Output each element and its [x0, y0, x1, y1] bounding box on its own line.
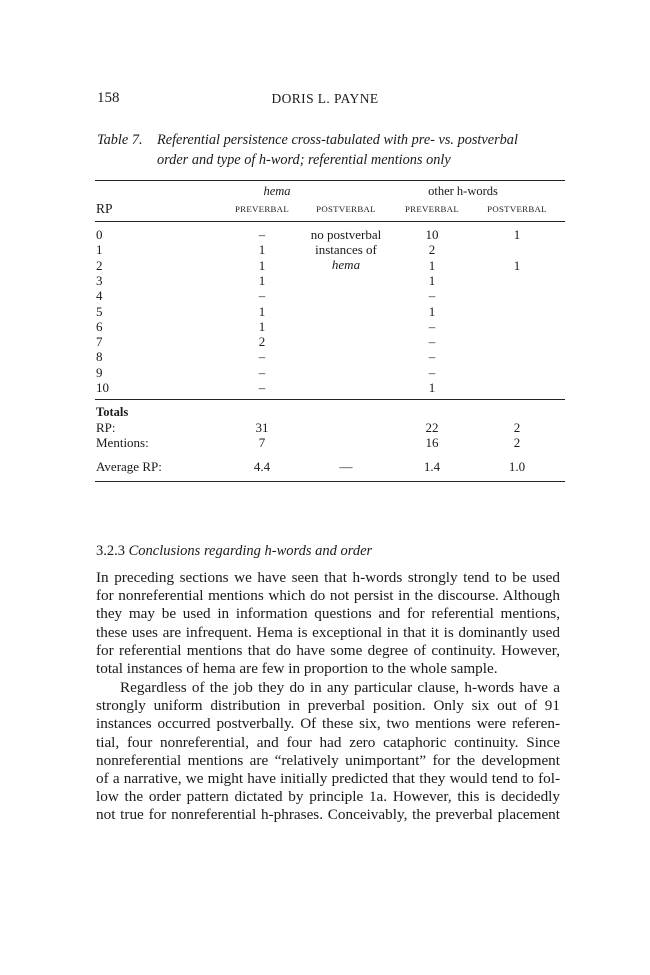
row-other-preverbal: – [428, 288, 436, 304]
row-other-preverbal: 10 [425, 227, 439, 242]
row-other-postverbal [497, 349, 537, 364]
row-other-preverbal: – [428, 364, 436, 380]
text-line: Regardless of the job they do in any particular clause, h-words have a [120, 679, 560, 696]
subheader-other-pre: PREVERBAL [404, 204, 460, 214]
text-line: instances occurred postverbally. Of these six, two mentions were referen- [96, 715, 560, 733]
totals-mentions-hema-pre: 7 [258, 435, 266, 450]
section-heading [96, 543, 372, 560]
average-rp-label: Average RP: [96, 459, 162, 474]
row-other-postverbal [497, 273, 537, 288]
row-other-preverbal: – [428, 334, 436, 350]
text-line: these uses are infrequent. Hema is exceptional in that it is dominantly used [96, 623, 560, 641]
average-rp-other-post: 1.0 [508, 459, 526, 474]
totals-rp-other-pre: 22 [425, 420, 439, 435]
row-hema-preverbal: 1 [258, 318, 266, 334]
row-other-preverbal: 2 [428, 242, 436, 258]
row-hema-preverbal: 2 [258, 334, 266, 350]
row-other-postverbal: 1 [513, 227, 521, 242]
subheader-hema-pre: PREVERBAL [234, 204, 290, 214]
table-totals-rule [95, 399, 565, 400]
postverbal-note-1: no postverbal [310, 227, 382, 242]
group-header-hema: hema [263, 184, 291, 198]
text-line: not true for nonreferential h-phrases. Conceivably, the preverbal placement [96, 806, 560, 824]
row-rp: 2 [96, 257, 103, 273]
row-other-preverbal: 1 [428, 380, 436, 395]
page-number: 158 [97, 90, 120, 106]
paragraph-1 [96, 569, 560, 678]
group-header-other: other h-words [428, 184, 498, 198]
table-top-rule [95, 180, 565, 181]
text-line: tial, four nonreferential, and four had zero cataphoric continuity. Since [96, 733, 560, 751]
caption-line-1: Referential persistence cross-tabulated with pre- vs. postverbal [157, 132, 518, 148]
row-other-preverbal: – [428, 349, 436, 365]
text-line: strongly uniform distribution in preverbal position. Only six out of 91 [96, 697, 560, 715]
postverbal-note-2: instances of [315, 242, 377, 257]
row-hema-preverbal: – [258, 288, 266, 304]
postverbal-note-3: hema [331, 257, 361, 272]
row-rp: 6 [96, 318, 103, 334]
row-rp: 9 [96, 364, 103, 380]
row-other-preverbal: – [428, 318, 436, 334]
row-other-postverbal [497, 242, 537, 257]
row-hema-preverbal: 1 [258, 257, 266, 273]
row-other-postverbal [497, 304, 537, 319]
running-head: DORIS L. PAYNE [271, 91, 379, 106]
section-title: Conclusions regarding h-words and order [128, 543, 373, 559]
subheader-hema-post: POSTVERBAL [316, 204, 376, 214]
table-caption [97, 130, 567, 170]
row-rp: 3 [96, 272, 103, 288]
row-rp: 8 [96, 349, 103, 365]
totals-rp-other-post: 2 [513, 420, 521, 435]
text-line: for nonreferential mentions which do not persist in the discourse. Although [96, 587, 560, 605]
row-other-postverbal [497, 380, 537, 395]
row-hema-preverbal: 1 [258, 272, 266, 288]
subheader-other-post: POSTVERBAL [487, 204, 547, 214]
row-hema-preverbal: 1 [258, 303, 266, 319]
paragraph-2 [96, 679, 560, 825]
row-other-postverbal [497, 288, 537, 303]
rp-column-header: RP [96, 201, 113, 216]
row-hema-preverbal: – [258, 227, 266, 242]
row-rp: 5 [96, 303, 103, 319]
text-line: In preceding sections we have seen that h-words strongly tend to be used [96, 569, 560, 586]
row-other-preverbal: 1 [428, 303, 436, 319]
totals-mentions-other-post: 2 [513, 435, 521, 450]
text-line: total instances of hema are few in proportion to the whole sample. [96, 660, 498, 678]
text-line: for referential mentions that do have some degree of continuity. However, [96, 641, 560, 659]
table-bottom-rule [95, 481, 565, 482]
average-rp-hema-pre: 4.4 [253, 459, 271, 474]
row-hema-preverbal: – [258, 349, 266, 365]
row-other-postverbal [497, 334, 537, 349]
totals-mentions-other-pre: 16 [425, 435, 439, 450]
totals-rp-hema-pre: 31 [255, 420, 269, 435]
row-other-postverbal: 1 [513, 257, 521, 273]
table-header-rule [95, 221, 565, 222]
row-rp: 10 [96, 380, 109, 395]
row-rp: 0 [96, 227, 103, 242]
text-line: low the order pattern dictated by principle 1a. However, this is decidedly [96, 788, 560, 806]
totals-rp-label: RP: [96, 420, 116, 435]
text-line: they may be used in information questions and for referential mentions, [96, 605, 560, 623]
text-line: nonreferential mentions are “relatively unimportant” for the development [96, 751, 560, 769]
caption-line-2: order and type of h-word; referential mentions only [157, 152, 451, 168]
section-number: 3.2.3 [96, 543, 125, 559]
row-rp: 1 [96, 242, 103, 258]
row-hema-preverbal: – [258, 380, 266, 395]
totals-label: Totals [96, 405, 129, 419]
average-rp-hema-post: — [339, 459, 353, 474]
average-rp-other-pre: 1.4 [423, 459, 441, 474]
text-line: of a narrative, we might have initially predicted that they would tend to fol- [96, 770, 560, 788]
row-other-preverbal: 1 [428, 272, 436, 288]
totals-mentions-label: Mentions: [96, 435, 149, 450]
row-other-postverbal [497, 319, 537, 334]
row-rp: 4 [96, 288, 103, 304]
row-other-preverbal: 1 [428, 257, 436, 273]
row-rp: 7 [96, 334, 103, 350]
caption-label: Table 7. [97, 132, 143, 148]
row-hema-preverbal: 1 [258, 242, 266, 258]
row-other-postverbal [497, 365, 537, 380]
row-hema-preverbal: – [258, 364, 266, 380]
